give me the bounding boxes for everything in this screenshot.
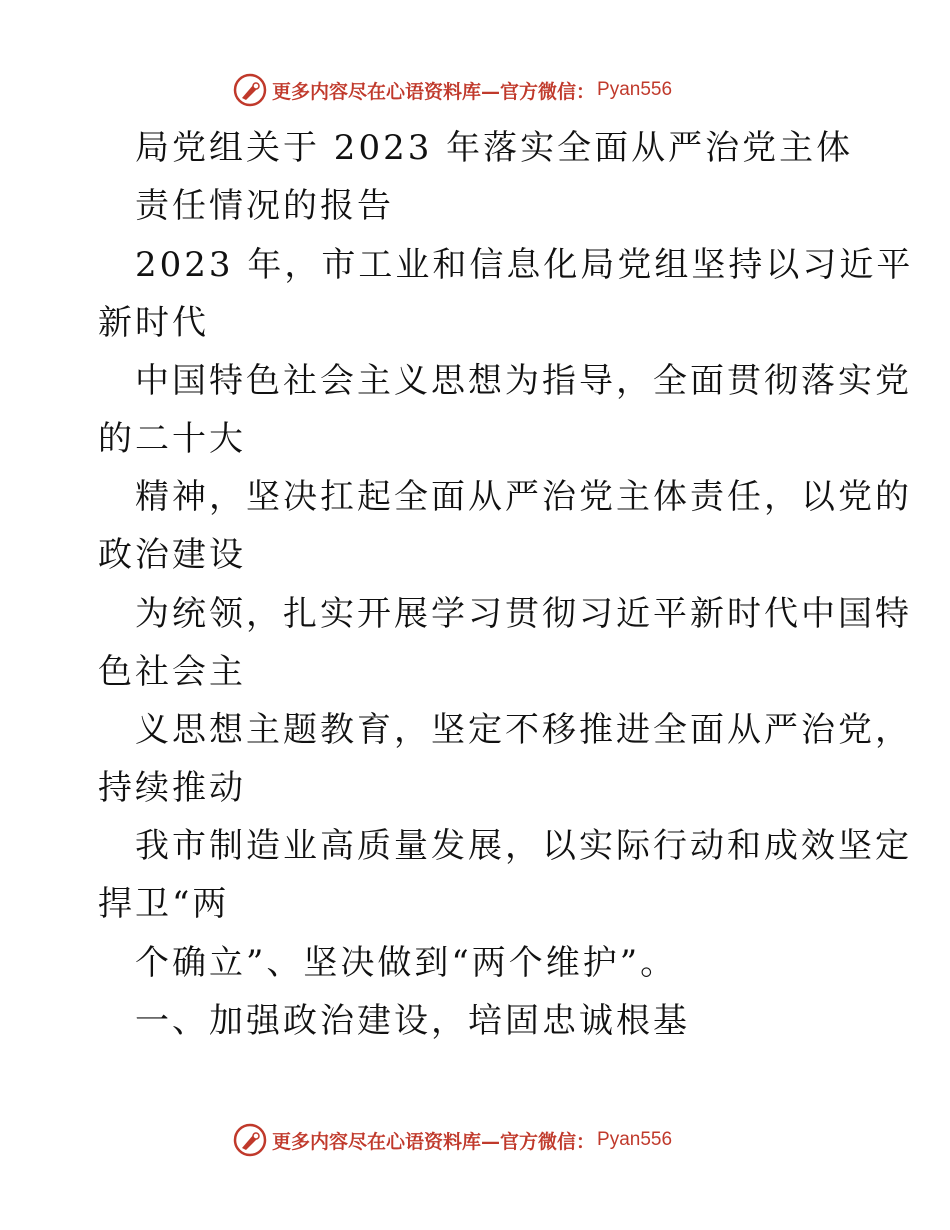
paragraph-line: 政治建设 — [98, 535, 246, 575]
document-title-line-1: 局党组关于 2023 年落实全面从严治党主体 — [135, 128, 854, 168]
pen-nib-icon — [232, 72, 268, 108]
paragraph-line: 个确立”、坚决做到“两个维护”。 — [135, 943, 678, 983]
paragraph-line: 新时代 — [98, 303, 209, 343]
paragraph-line: 为统领，扎实开展学习贯彻习近平新时代中国特 — [135, 594, 912, 634]
pen-nib-icon — [232, 1122, 268, 1158]
paragraph-line: 捍卫“两 — [98, 884, 230, 924]
paragraph-line: 义思想主题教育，坚定不移推进全面从严治党， — [135, 710, 912, 750]
section-heading: 一、加强政治建设，培固忠诚根基 — [135, 1001, 690, 1041]
paragraph-line: 2023 年，市工业和信息化局党组坚持以习近平 — [135, 245, 914, 285]
banner-wechat-id: Pyan556 — [597, 1129, 673, 1150]
paragraph-line: 持续推动 — [98, 768, 246, 808]
paragraph-line: 精神，坚决扛起全面从严治党主体责任，以党的 — [135, 477, 912, 517]
header-watermark-banner — [232, 72, 672, 108]
footer-watermark-banner — [232, 1122, 672, 1158]
paragraph-line: 的二十大 — [98, 419, 246, 459]
banner-wechat-id: Pyan556 — [597, 79, 673, 100]
paragraph-line: 中国特色社会主义思想为指导，全面贯彻落实党 — [135, 361, 912, 401]
banner-text: 更多内容尽在心语资料库—官方微信： — [272, 1130, 596, 1153]
paragraph-line: 色社会主 — [98, 652, 246, 692]
banner-text: 更多内容尽在心语资料库—官方微信： — [272, 80, 596, 103]
document-title-line-2: 责任情况的报告 — [135, 186, 394, 226]
paragraph-line: 我市制造业高质量发展，以实际行动和成效坚定 — [135, 826, 912, 866]
